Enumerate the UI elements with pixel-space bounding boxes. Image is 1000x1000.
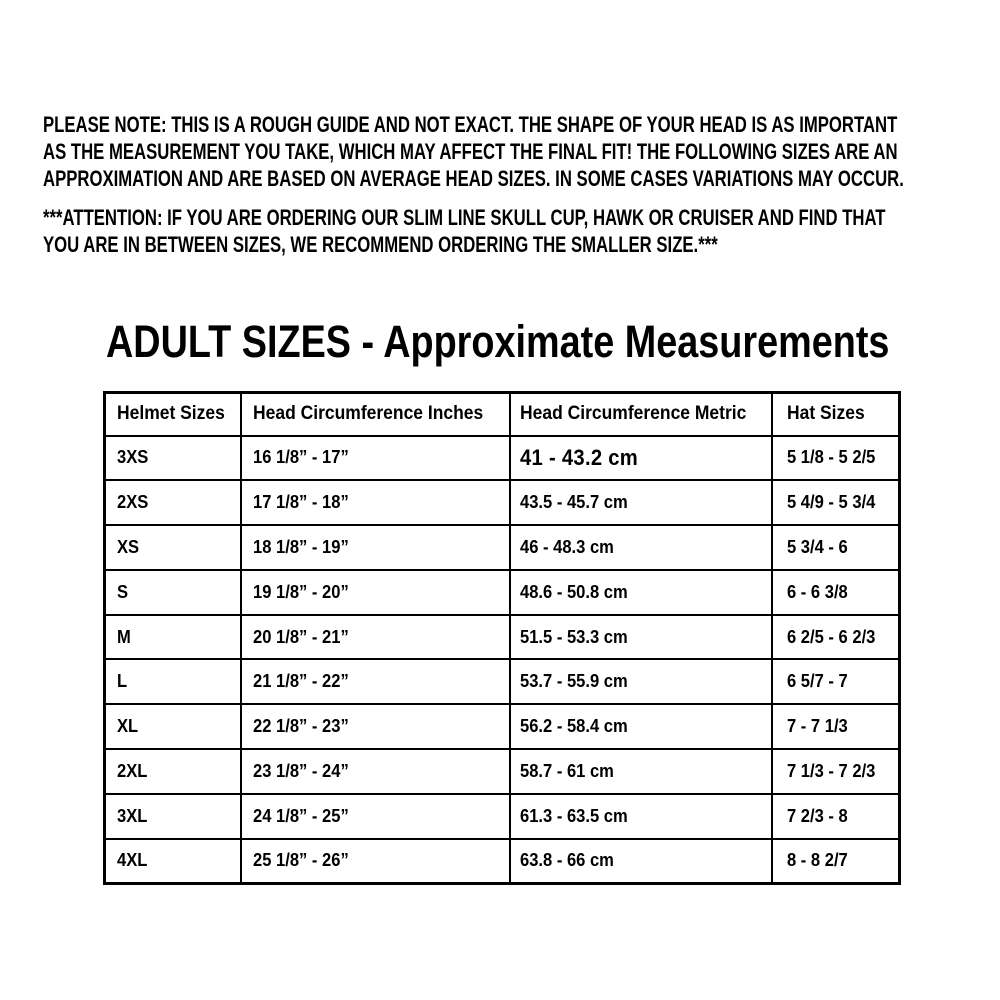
cell-helmet-size: XS	[105, 525, 241, 570]
cell-inches: 21 1/8” - 22”	[241, 659, 510, 704]
cell-helmet-size: 3XS	[105, 436, 241, 481]
cell-hat-size: 6 2/5 - 6 2/3	[772, 615, 900, 660]
table-row	[105, 525, 900, 570]
cell-hat-size: 7 1/3 - 7 2/3	[772, 749, 900, 794]
cell-metric: 48.6 - 50.8 cm	[510, 570, 772, 615]
cell-hat-size: 8 - 8 2/7	[772, 839, 900, 884]
attention-line: YOU ARE IN BETWEEN SIZES, WE RECOMMEND ORDERING THE SMALLER SIZE.***	[43, 232, 718, 257]
cell-helmet-size: S	[105, 570, 241, 615]
table-row	[105, 839, 900, 884]
cell-helmet-size: 2XL	[105, 749, 241, 794]
note-line: AS THE MEASUREMENT YOU TAKE, WHICH MAY AFFECT THE FINAL FIT! THE FOLLOWING SIZES ARE AN	[43, 139, 898, 164]
column-header-helmet-sizes	[105, 393, 241, 436]
adult-sizes-table	[103, 391, 901, 885]
cell-inches: 25 1/8” - 26”	[241, 839, 510, 884]
table-row	[105, 480, 900, 525]
cell-metric: 51.5 - 53.3 cm	[510, 615, 772, 660]
attention-line: ***ATTENTION: IF YOU ARE ORDERING OUR SLIM LINE SKULL CUP, HAWK OR CRUISER AND FIND THAT	[43, 205, 886, 230]
table-row	[105, 659, 900, 704]
cell-inches: 18 1/8” - 19”	[241, 525, 510, 570]
table-row	[105, 570, 900, 615]
cell-helmet-size: L	[105, 659, 241, 704]
column-header-label: Helmet Sizes	[117, 403, 225, 425]
table-row	[105, 436, 900, 481]
column-header-label: Head Circumference Inches	[252, 403, 483, 425]
cell-hat-size: 5 4/9 - 5 3/4	[772, 480, 900, 525]
note-line: APPROXIMATION AND ARE BASED ON AVERAGE HEAD SIZES. IN SOME CASES VARIATIONS MAY OCCUR.	[43, 166, 904, 191]
cell-metric: 63.8 - 66 cm	[510, 839, 772, 884]
column-header-head-circumference-metric	[510, 393, 772, 436]
cell-metric: 41 - 43.2 cm	[510, 436, 772, 481]
cell-metric: 61.3 - 63.5 cm	[510, 794, 772, 839]
cell-inches: 20 1/8” - 21”	[241, 615, 510, 660]
cell-inches: 16 1/8” - 17”	[241, 436, 510, 481]
cell-helmet-size: XL	[105, 704, 241, 749]
cell-hat-size: 5 1/8 - 5 2/5	[772, 436, 900, 481]
table-row	[105, 749, 900, 794]
cell-hat-size: 6 5/7 - 7	[772, 659, 900, 704]
note-line: PLEASE NOTE: THIS IS A ROUGH GUIDE AND NOT EXACT. THE SHAPE OF YOUR HEAD IS AS IMPORTANT	[43, 112, 898, 137]
cell-hat-size: 7 - 7 1/3	[772, 704, 900, 749]
cell-hat-size: 7 2/3 - 8	[772, 794, 900, 839]
cell-inches: 19 1/8” - 20”	[241, 570, 510, 615]
cell-inches: 23 1/8” - 24”	[241, 749, 510, 794]
cell-inches: 24 1/8” - 25”	[241, 794, 510, 839]
column-header-label: Hat Sizes	[786, 403, 865, 425]
table-header-row	[105, 393, 900, 436]
cell-metric: 58.7 - 61 cm	[510, 749, 772, 794]
cell-helmet-size: 4XL	[105, 839, 241, 884]
cell-hat-size: 6 - 6 3/8	[772, 570, 900, 615]
column-header-head-circumference-inches	[241, 393, 510, 436]
cell-metric: 53.7 - 55.9 cm	[510, 659, 772, 704]
column-header-label: Head Circumference Metric	[519, 403, 746, 425]
cell-metric: 43.5 - 45.7 cm	[510, 480, 772, 525]
table-row	[105, 615, 900, 660]
cell-inches: 17 1/8” - 18”	[241, 480, 510, 525]
cell-metric: 56.2 - 58.4 cm	[510, 704, 772, 749]
attention-paragraph	[43, 204, 1000, 258]
cell-helmet-size: 2XS	[105, 480, 241, 525]
table-row	[105, 794, 900, 839]
cell-helmet-size: 3XL	[105, 794, 241, 839]
column-header-hat-sizes	[772, 393, 900, 436]
cell-hat-size: 5 3/4 - 6	[772, 525, 900, 570]
table-row	[105, 704, 900, 749]
cell-inches: 22 1/8” - 23”	[241, 704, 510, 749]
please-note-paragraph	[43, 111, 1000, 192]
cell-helmet-size: M	[105, 615, 241, 660]
cell-metric: 46 - 48.3 cm	[510, 525, 772, 570]
page-title: ADULT SIZES - Approximate Measurements	[106, 316, 890, 367]
